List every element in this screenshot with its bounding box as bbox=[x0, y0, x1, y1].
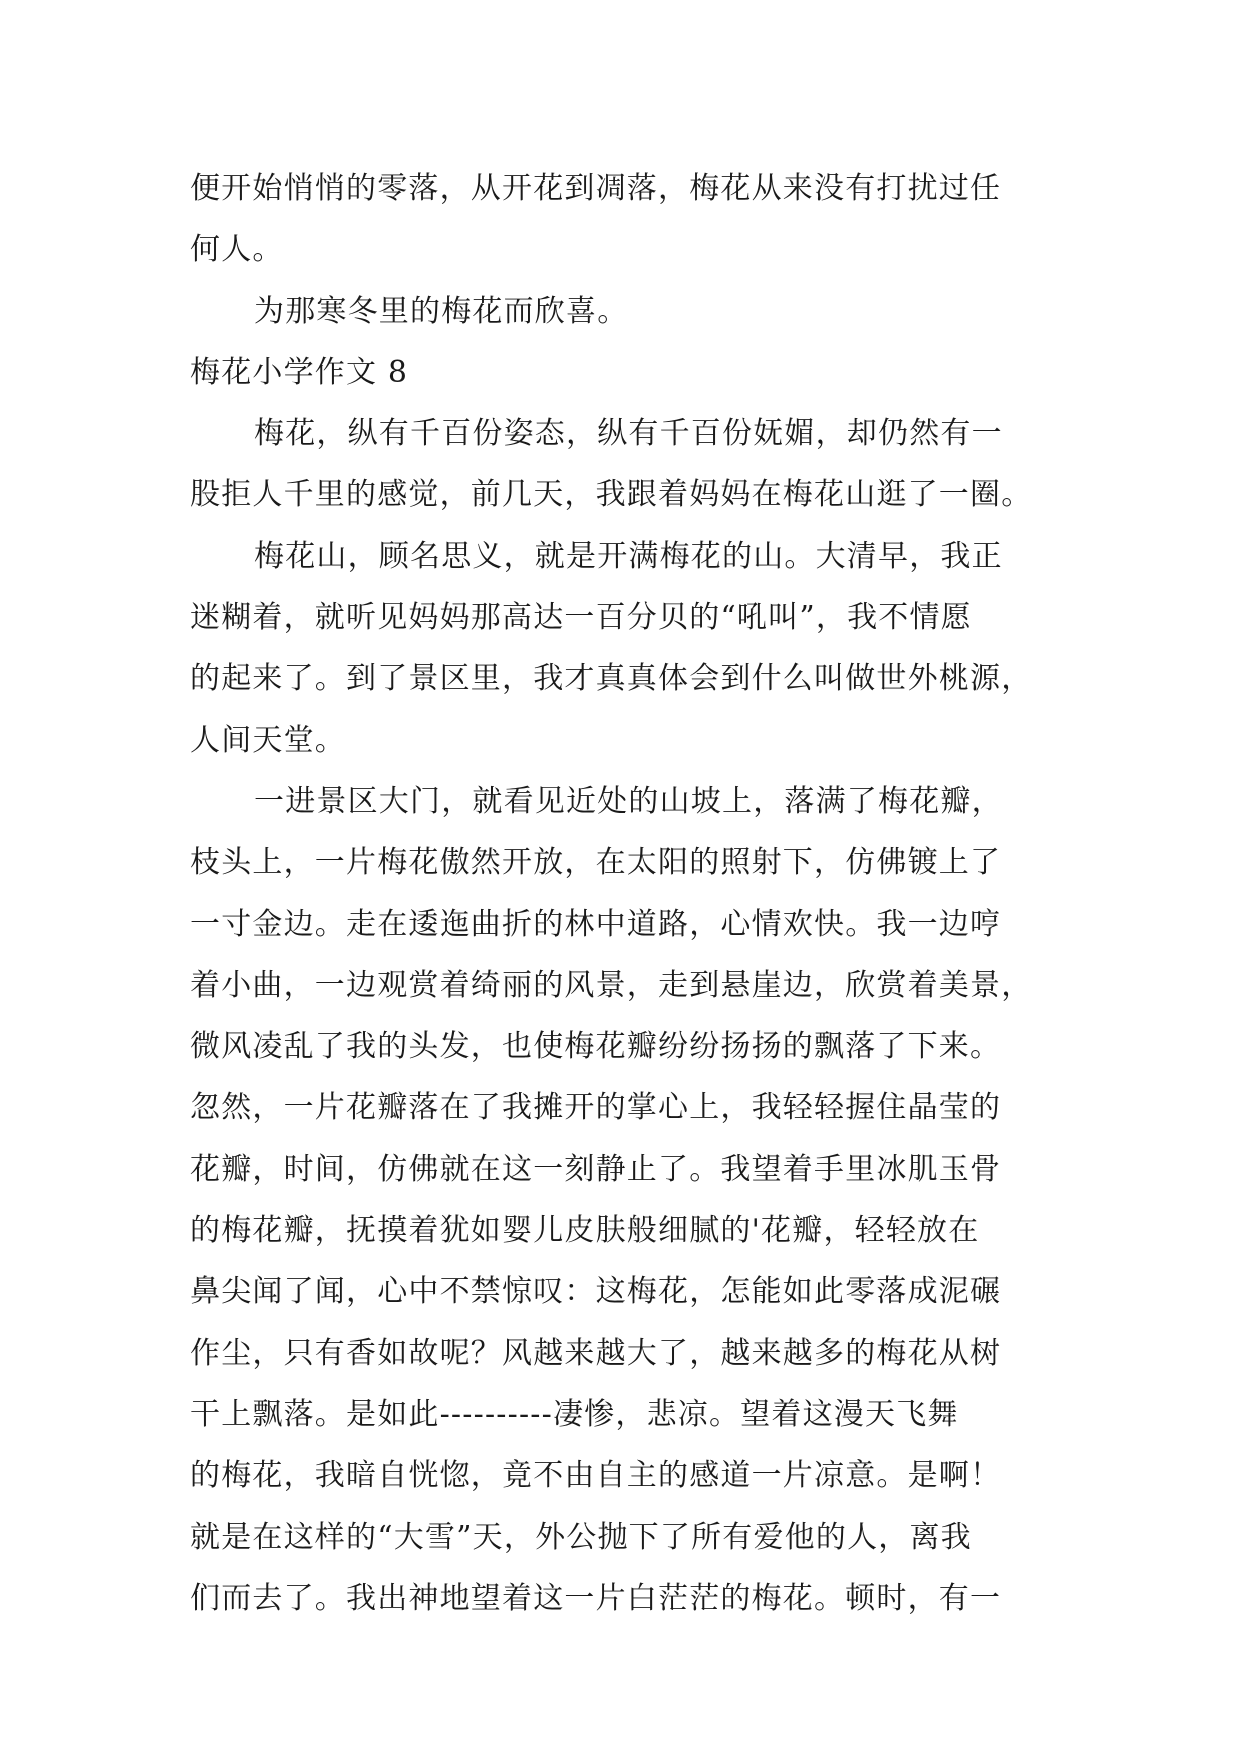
text-line: 股拒人千里的感觉，前几天，我跟着妈妈在梅花山逛了一圈。 bbox=[190, 477, 1033, 513]
paragraph-first-line: 梅花，纵有千百份姿态，纵有千百份妩媚，却仍然有一 bbox=[254, 416, 1003, 452]
text-line: 一寸金边。走在逶迤曲折的林中道路，心情欢快。我一边哼 bbox=[190, 906, 1002, 942]
text-line: 的起来了。到了景区里，我才真真体会到什么叫做世外桃源， bbox=[190, 661, 1033, 697]
text-line: 迷糊着，就听见妈妈那高达一百分贝的“吼叫”，我不情愿 bbox=[190, 600, 972, 636]
text-line: 便开始悄悄的零落，从开花到凋落，梅花从来没有打扰过任 bbox=[190, 171, 1002, 206]
text-line: 何人。 bbox=[190, 232, 284, 268]
text-line: 着小曲，一边观赏着绮丽的风景，走到悬崖边，欣赏着美景， bbox=[190, 967, 1033, 1003]
text-line: 的梅花，我暗自恍惚，竟不由自主的感道一片凉意。是啊！ bbox=[190, 1458, 1002, 1494]
text-line: 梅花小学作文 8 bbox=[190, 354, 409, 390]
text-line: 忽然，一片花瓣落在了我摊开的掌心上，我轻轻握住晶莹的 bbox=[190, 1090, 1002, 1126]
text-line: 作尘，只有香如故呢？风越来越大了，越来越多的梅花从树 bbox=[190, 1335, 1002, 1371]
text-line: 枝头上，一片梅花傲然开放，在太阳的照射下，仿佛镀上了 bbox=[190, 845, 1002, 881]
text-line: 人间天堂。 bbox=[190, 722, 346, 758]
text-line: 的梅花瓣，抚摸着犹如婴儿皮肤般细腻的'花瓣，轻轻放在 bbox=[190, 1213, 980, 1249]
paragraph-first-line: 为那寒冬里的梅花而欣喜。 bbox=[254, 293, 629, 329]
text-line: 就是在这样的“大雪”天，外公抛下了所有爱他的人，离我 bbox=[190, 1519, 972, 1555]
text-line: 花瓣，时间，仿佛就在这一刻静止了。我望着手里冰肌玉骨 bbox=[190, 1151, 1002, 1187]
paragraph-first-line: 一进景区大门，就看见近处的山坡上，落满了梅花瓣， bbox=[254, 783, 1003, 819]
document-body bbox=[190, 158, 1050, 1629]
text-line: 鼻尖闻了闻，心中不禁惊叹：这梅花，怎能如此零落成泥碾 bbox=[190, 1274, 1002, 1310]
text-line: 微风凌乱了我的头发，也使梅花瓣纷纷扬扬的飘落了下来。 bbox=[190, 1029, 1002, 1065]
paragraph-first-line: 梅花山，顾名思义，就是开满梅花的山。大清早，我正 bbox=[254, 538, 1003, 574]
text-line: 干上飘落。是如此----------凄惨，悲凉。望着这漫天飞舞 bbox=[190, 1396, 959, 1432]
text-line: 们而去了。我出神地望着这一片白茫茫的梅花。顿时，有一 bbox=[190, 1580, 1002, 1616]
